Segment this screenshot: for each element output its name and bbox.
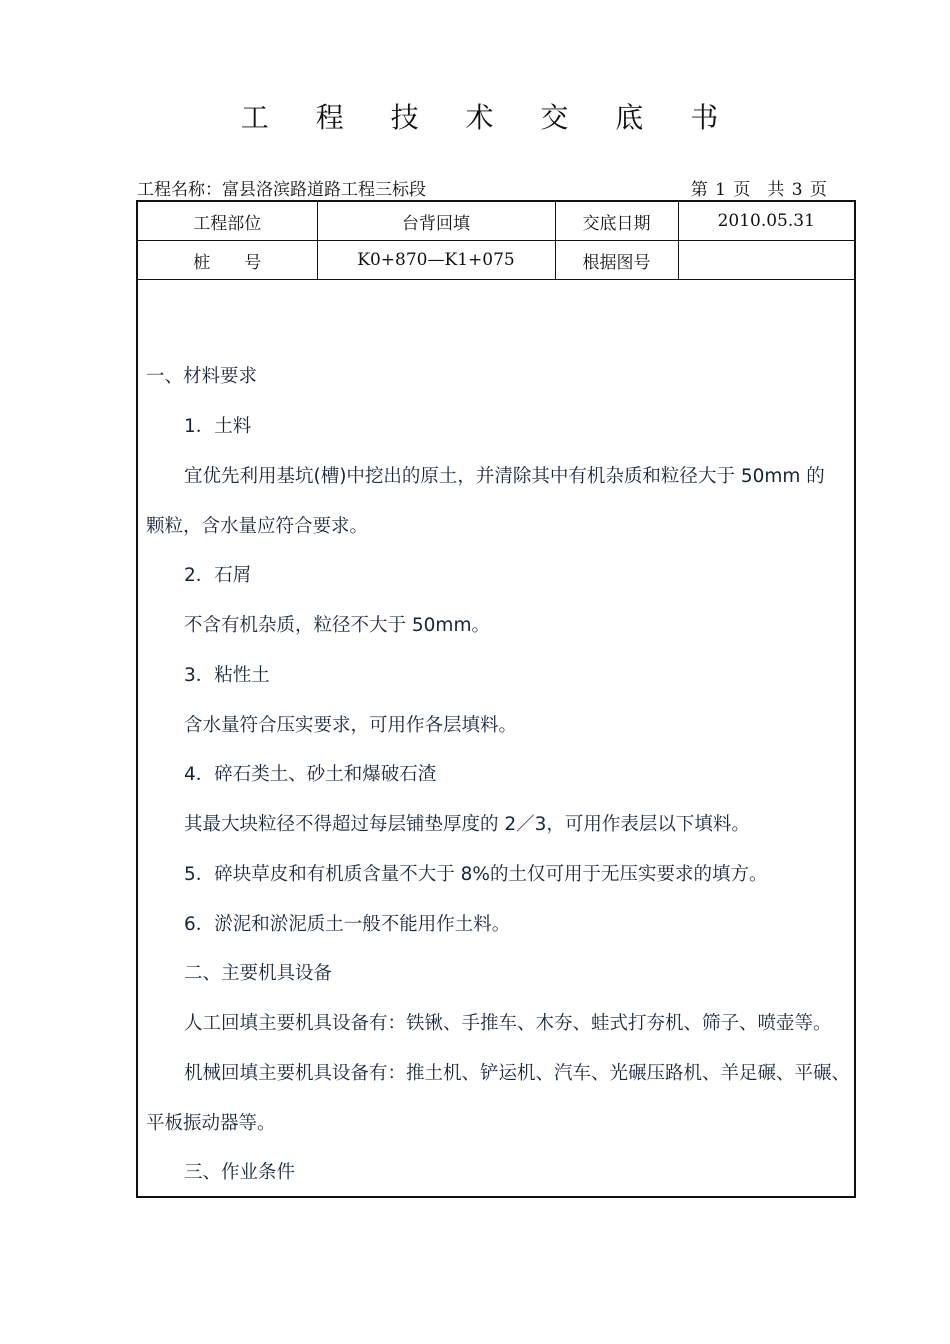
value-handover-date: 2010.05.31: [678, 202, 854, 241]
label-station: 桩 号: [138, 241, 317, 280]
paragraph-machine-equipment-line1: 机械回填主要机具设备有：推土机、铲运机、汽车、光碾压路机、羊足碾、平碾、: [184, 1063, 851, 1084]
paragraph-machine-equipment-line2: 平板振动器等。: [146, 1113, 276, 1134]
paragraph-clay: 含水量符合压实要求，可用作各层填料。: [184, 715, 518, 736]
table-row: [138, 202, 854, 241]
subheading-stone-chips: 2．石屑: [184, 565, 252, 586]
paragraph-turf: 5．碎块草皮和有机质含量不大于 8%的土仅可用于无压实要求的填方。: [184, 864, 768, 885]
paragraph-manual-equipment: 人工回填主要机具设备有：铁锹、手推车、木夯、蛙式打夯机、筛子、喷壶等。: [184, 1013, 832, 1034]
label-drawing-number: 根据图号: [555, 241, 678, 280]
paragraph-silt: 6．淤泥和淤泥质土一般不能用作土料。: [184, 914, 511, 935]
label-handover-date: 交底日期: [555, 202, 678, 241]
document-frame: [136, 200, 856, 1198]
value-station: K0+870—K1+075: [317, 241, 555, 280]
page-info: 第 1 页 共 3 页: [690, 180, 827, 200]
subheading-clay: 3．粘性土: [184, 665, 270, 686]
paragraph-gravel: 其最大块粒径不得超过每层铺垫厚度的 2／3，可用作表层以下填料。: [184, 814, 750, 835]
section-heading-equipment: 二、主要机具设备: [184, 963, 333, 984]
value-project-part: 台背回填: [317, 202, 555, 241]
meta-row: [137, 175, 827, 200]
table-row: [138, 241, 854, 280]
header-table: [138, 202, 854, 280]
paragraph-soil-line1: 宜优先利用基坑(槽)中挖出的原土，并清除其中有机杂质和粒径大于 50mm 的: [184, 466, 825, 487]
subheading-soil: 1．土料: [184, 416, 252, 437]
section-heading-conditions: 三、作业条件: [184, 1162, 296, 1183]
paragraph-soil-line2: 颗粒，含水量应符合要求。: [146, 516, 369, 537]
subheading-gravel: 4．碎石类土、砂土和爆破石渣: [184, 764, 437, 785]
paragraph-stone-chips: 不含有机杂质，粒径不大于 50mm。: [184, 615, 490, 636]
document-title: 工 程 技 术 交 底 书: [240, 101, 738, 134]
label-project-part: 工程部位: [138, 202, 317, 241]
project-name: 工程名称：富县洛滨路道路工程三标段: [137, 180, 426, 200]
value-drawing-number: [678, 241, 854, 280]
section-heading-materials: 一、材料要求: [146, 366, 258, 387]
